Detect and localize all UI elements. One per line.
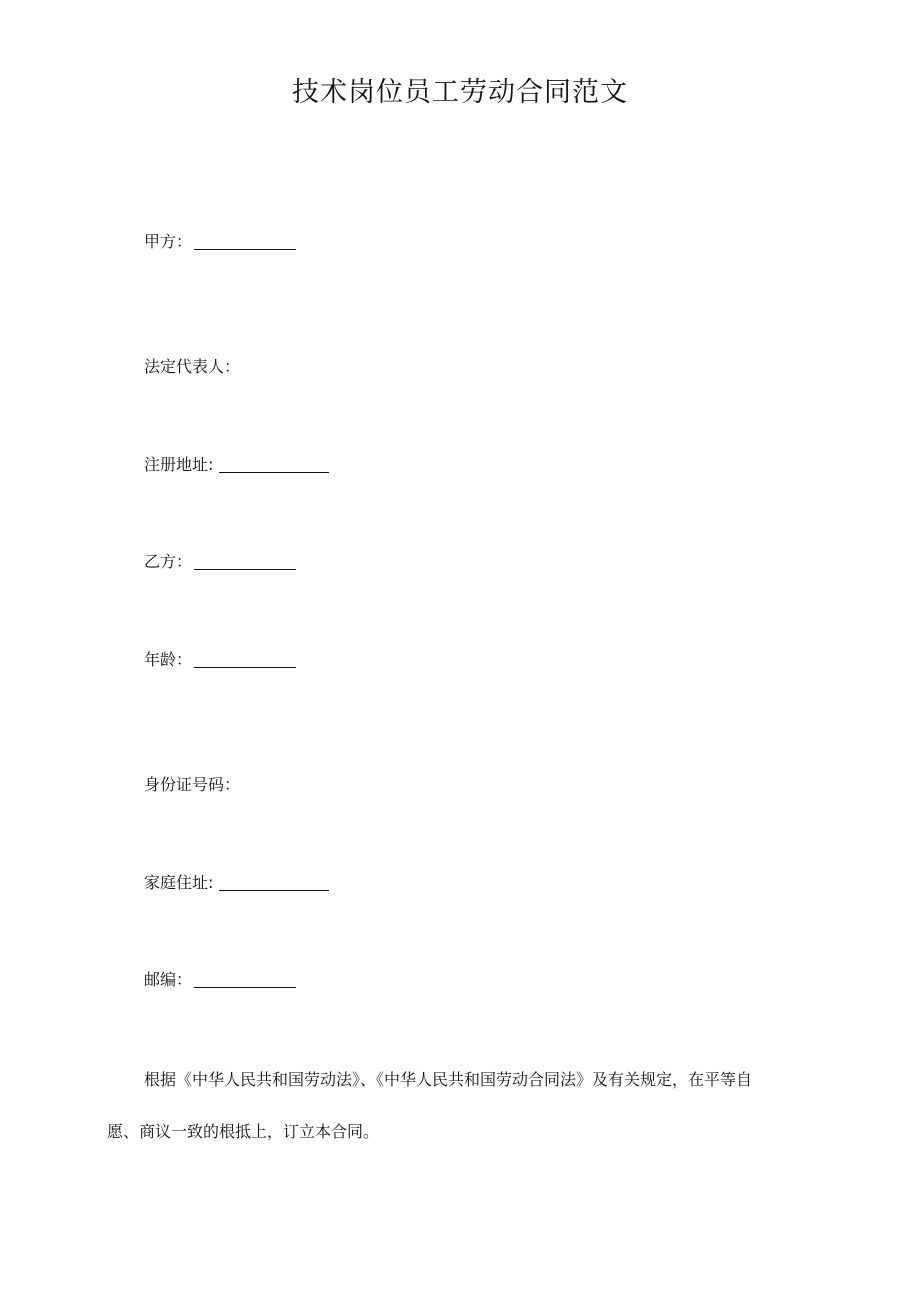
age-field: [144, 649, 296, 671]
home-address-blank[interactable]: [219, 874, 329, 891]
postcode-label: 邮编：: [144, 970, 193, 989]
party-b-blank[interactable]: [194, 553, 296, 570]
reg-address-field: [144, 454, 329, 476]
id-number-label: 身份证号码：: [144, 775, 241, 794]
legal-rep-field: [144, 356, 240, 378]
postcode-blank[interactable]: [194, 971, 296, 988]
home-address-field: [144, 872, 329, 894]
party-b-label: 乙方：: [144, 552, 193, 571]
age-label: 年龄：: [144, 650, 193, 669]
age-blank[interactable]: [194, 651, 296, 668]
party-b-field: [144, 551, 296, 573]
document-title: 技术岗位员工劳动合同范文: [292, 77, 628, 108]
home-address-label: 家庭住址:: [144, 873, 214, 892]
preamble-line-1: 根据《中华人民共和国劳动法》、《中华人民共和国劳动合同法》及有关规定，在平等自: [144, 1070, 753, 1089]
reg-address-blank[interactable]: [219, 456, 329, 473]
party-a-blank[interactable]: [194, 233, 296, 250]
party-a-label: 甲方：: [144, 232, 193, 251]
legal-rep-label: 法定代表人：: [144, 357, 241, 376]
reg-address-label: 注册地址:: [144, 455, 214, 474]
id-number-field: [144, 774, 240, 796]
party-a-field: [144, 231, 296, 253]
postcode-field: [144, 969, 296, 991]
preamble-line-2: 愿、商议一致的根抵上，订立本合同。: [107, 1122, 380, 1141]
